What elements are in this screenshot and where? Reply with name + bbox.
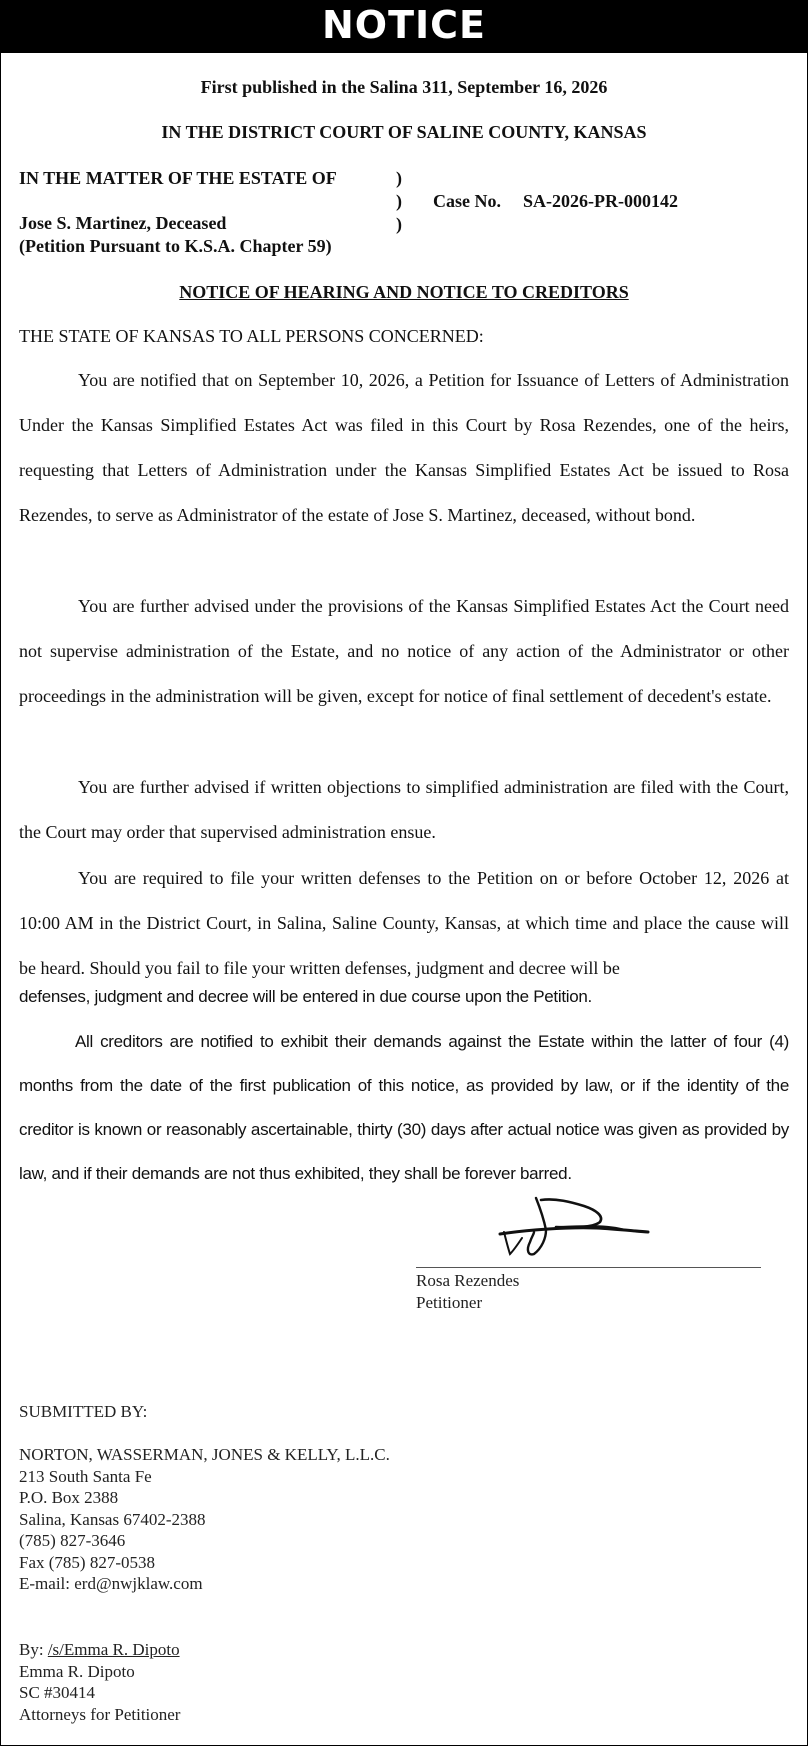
submitted-by-label: SUBMITTED BY: xyxy=(19,1402,148,1421)
signature-line xyxy=(416,1267,761,1268)
petitioner-signature-block xyxy=(416,1270,519,1314)
handwritten-signature xyxy=(496,1194,656,1264)
caption-paren: ) xyxy=(396,214,402,234)
petitioner-role: Petitioner xyxy=(416,1293,483,1312)
paragraph-petition-filed: You are notified that on September 10, 2026, a Petition for Issuance of Letters of Administration Under the Kansas Simplified Estates Act was filed in this Court by Rosa Rezendes, one of the heirs, requesting that Letters of Administration under the Kansas Simplified Estates Act be issued to Rosa Rezendes, to serve as Administrator of the estate of Jose S. Martinez, deceased, without bond. xyxy=(19,370,789,525)
law-firm-block xyxy=(19,1444,390,1595)
firm-email: E-mail: erd@nwjklaw.com xyxy=(19,1574,203,1593)
firm-po-box: P.O. Box 2388 xyxy=(19,1488,119,1507)
paragraph-written-defenses: You are required to file your written defenses to the Petition on or before October 12, 2026 at 10:00 AM in the District Court, in Salina, Saline County, Kansas, at which time and place the cause will be heard. Should you fail to file your written defenses, judgment and decree will be xyxy=(19,868,789,978)
addressee-line: THE STATE OF KANSAS TO ALL PERSONS CONCERNED: xyxy=(19,326,484,346)
paragraph-no-supervision: You are further advised under the provisions of the Kansas Simplified Estates Act the Court need not supervise administration of the Estate, and no notice of any action of the Administrator or other proceedings in the administration will be given, except for notice of final settlement of decedent's estate. xyxy=(19,596,789,706)
attorney-e-signature-line xyxy=(19,1639,180,1661)
notice-heading: NOTICE OF HEARING AND NOTICE TO CREDITORS xyxy=(179,282,629,302)
case-number-label: Case No. xyxy=(433,191,501,211)
firm-fax: Fax (785) 827-0538 xyxy=(19,1552,155,1572)
paragraph-creditors: All creditors are notified to exhibit their demands against the Estate within the latter of four (4) months from the date of the first publication of this notice, as provided by law, or if the identity of the creditor is known or reasonably ascertainable, thirty (30) days after actual notice was given as provided by law, and if their demands are not thus exhibited, they shall be forever barred. xyxy=(19,1032,789,1183)
deceased-name: Jose S. Martinez, Deceased xyxy=(19,213,227,233)
firm-city: Salina, Kansas 67402-2388 xyxy=(19,1509,206,1529)
attorney-sc-number: SC #30414 xyxy=(19,1683,96,1702)
firm-street: 213 South Santa Fe xyxy=(19,1466,152,1486)
attorney-block xyxy=(19,1639,180,1725)
petition-basis: (Petition Pursuant to K.S.A. Chapter 59) xyxy=(19,236,332,256)
caption-paren: ) xyxy=(396,168,402,188)
notice-banner: NOTICE xyxy=(1,1,807,53)
attorney-e-signature: /s/Emma R. Dipoto xyxy=(47,1640,180,1659)
court-title: IN THE DISTRICT COURT OF SALINE COUNTY, KANSAS xyxy=(161,122,647,142)
paragraph-objections: You are further advised if written objections to simplified administration are filed with the Court, the Court may order that supervised administration ensue. xyxy=(19,777,789,842)
estate-matter-line: IN THE MATTER OF THE ESTATE OF xyxy=(19,168,337,188)
petitioner-name: Rosa Rezendes xyxy=(416,1271,520,1290)
caption-paren: ) xyxy=(396,191,402,211)
attorney-role: Attorneys for Petitioner xyxy=(19,1704,181,1724)
case-number: SA-2026-PR-000142 xyxy=(523,191,678,211)
publication-line: First published in the Salina 311, September 16, 2026 xyxy=(200,77,608,97)
firm-phone: (785) 827-3646 xyxy=(19,1531,126,1550)
judgment-line: defenses, judgment and decree will be entered in due course upon the Petition. xyxy=(19,987,592,1006)
by-label: By: xyxy=(19,1640,44,1659)
firm-name: NORTON, WASSERMAN, JONES & KELLY, L.L.C. xyxy=(19,1445,390,1464)
attorney-name: Emma R. Dipoto xyxy=(19,1661,135,1681)
